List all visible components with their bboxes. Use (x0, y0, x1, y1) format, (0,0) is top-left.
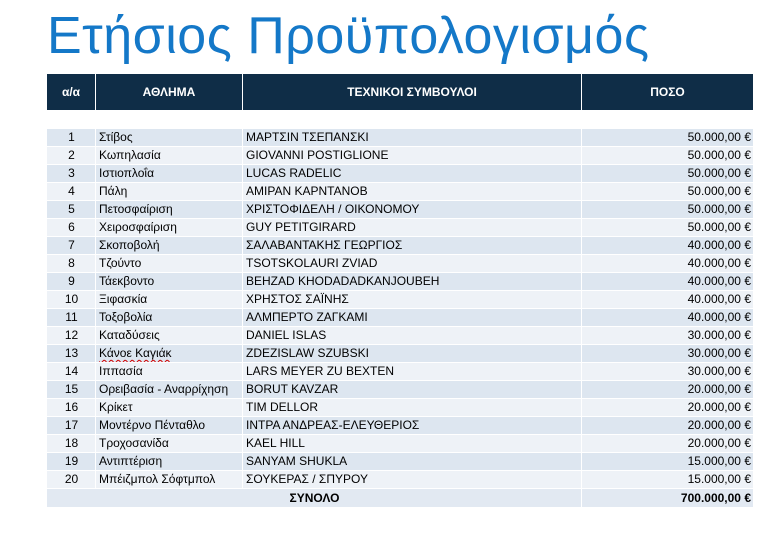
row-amount: 30.000,00 € (582, 345, 754, 363)
header-amount: ΠΟΣΟ (582, 74, 754, 111)
row-coach: BORUT KAVZAR (243, 381, 582, 399)
row-index: 10 (47, 291, 96, 309)
table-row (47, 165, 754, 183)
row-index: 4 (47, 183, 96, 201)
table-row (47, 381, 754, 399)
total-row (47, 489, 754, 508)
table-row (47, 129, 754, 147)
row-amount: 20.000,00 € (582, 381, 754, 399)
row-coach: GUY PETITGIRARD (243, 219, 582, 237)
table-header-row (47, 74, 754, 111)
table-row (47, 183, 754, 201)
row-sport: Πάλη (96, 183, 243, 201)
table-row (47, 417, 754, 435)
row-sport: Μοντέρνο Πένταθλο (96, 417, 243, 435)
table-row (47, 399, 754, 417)
row-coach: TSOTSKOLAURI ZVIAD (243, 255, 582, 273)
row-coach: GIOVANNI POSTIGLIONE (243, 147, 582, 165)
page-title: Ετήσιος Προϋπολογισμός (47, 7, 650, 65)
row-amount: 30.000,00 € (582, 327, 754, 345)
row-sport: Κωπηλασία (96, 147, 243, 165)
total-amount: 700.000,00 € (582, 489, 754, 508)
row-sport: Πετοσφαίριση (96, 201, 243, 219)
table-row (47, 291, 754, 309)
row-index: 15 (47, 381, 96, 399)
row-amount: 50.000,00 € (582, 183, 754, 201)
row-amount: 30.000,00 € (582, 363, 754, 381)
budget-table (46, 74, 754, 508)
header-sport: ΑΘΛΗΜΑ (96, 74, 243, 111)
row-amount: 20.000,00 € (582, 417, 754, 435)
table-row (47, 219, 754, 237)
row-index: 17 (47, 417, 96, 435)
row-amount: 40.000,00 € (582, 255, 754, 273)
row-coach: ΜΑΡΤΣΙΝ ΤΣΕΠΑΝΣΚΙ (243, 129, 582, 147)
row-amount: 40.000,00 € (582, 273, 754, 291)
table-row (47, 237, 754, 255)
row-sport (96, 345, 243, 363)
table-row (47, 363, 754, 381)
row-sport: Στίβος (96, 129, 243, 147)
row-coach: ΙΝΤΡΑ ΑΝΔΡΕΑΣ-ΕΛΕΥΘΕΡΙΟΣ (243, 417, 582, 435)
row-amount: 15.000,00 € (582, 453, 754, 471)
row-sport: Ιππασία (96, 363, 243, 381)
total-label: ΣΥΝΟΛΟ (47, 489, 582, 508)
table-row (47, 453, 754, 471)
row-sport: Ιστιοπλοΐα (96, 165, 243, 183)
row-amount: 20.000,00 € (582, 399, 754, 417)
row-sport: Καταδύσεις (96, 327, 243, 345)
row-index: 8 (47, 255, 96, 273)
row-coach: LUCAS RADELIC (243, 165, 582, 183)
row-coach: ΑΜΙΡΑΝ ΚΑΡΝΤΑΝΟΒ (243, 183, 582, 201)
row-sport: Κρίκετ (96, 399, 243, 417)
row-coach: BEHZAD KHODADADKANJOUBEH (243, 273, 582, 291)
table-row (47, 147, 754, 165)
row-coach: ZDEZISLAW SZUBSKI (243, 345, 582, 363)
row-sport-text: Κάνοε Καγιάκ (99, 346, 172, 360)
table-row (47, 309, 754, 327)
row-sport: Αντιπτέριση (96, 453, 243, 471)
row-sport: Ορειβασία - Αναρρίχηση (96, 381, 243, 399)
row-coach: DANIEL ISLAS (243, 327, 582, 345)
row-amount: 40.000,00 € (582, 309, 754, 327)
row-amount: 50.000,00 € (582, 165, 754, 183)
row-index: 14 (47, 363, 96, 381)
row-index: 12 (47, 327, 96, 345)
row-coach: ΧΡΙΣΤΟΦΙΔΕΛΗ / ΟΙΚΟΝΟΜΟΥ (243, 201, 582, 219)
table-row (47, 327, 754, 345)
row-coach: ΣΑΛΑΒΑΝΤΑΚΗΣ ΓΕΩΡΓΙΟΣ (243, 237, 582, 255)
row-sport: Μπέιζμπολ Σόφτμπολ (96, 471, 243, 489)
table-row (47, 255, 754, 273)
row-amount: 20.000,00 € (582, 435, 754, 453)
row-index: 16 (47, 399, 96, 417)
table-row (47, 201, 754, 219)
row-amount: 40.000,00 € (582, 237, 754, 255)
row-coach: TIM DELLOR (243, 399, 582, 417)
row-index: 13 (47, 345, 96, 363)
row-coach: ΣΟΥΚΕΡΑΣ / ΣΠΥΡΟΥ (243, 471, 582, 489)
row-amount: 15.000,00 € (582, 471, 754, 489)
table-row (47, 273, 754, 291)
table-row (47, 345, 754, 363)
row-index: 6 (47, 219, 96, 237)
table-row (47, 471, 754, 489)
row-index: 19 (47, 453, 96, 471)
row-sport: Ξιφασκία (96, 291, 243, 309)
row-coach: ΑΛΜΠΕΡΤΟ ΖΑΓΚΑΜΙ (243, 309, 582, 327)
row-index: 3 (47, 165, 96, 183)
row-amount: 40.000,00 € (582, 291, 754, 309)
row-sport: Χειροσφαίριση (96, 219, 243, 237)
row-index: 2 (47, 147, 96, 165)
row-sport: Τροχοσανίδα (96, 435, 243, 453)
row-coach: ΧΡΗΣΤΟΣ ΣΑΪΝΗΣ (243, 291, 582, 309)
row-sport: Τάεκβοντο (96, 273, 243, 291)
header-coaches: ΤΕΧΝΙΚΟΙ ΣΥΜΒΟΥΛΟΙ (243, 74, 582, 111)
row-sport: Τοξοβολία (96, 309, 243, 327)
row-index: 9 (47, 273, 96, 291)
table-row (47, 435, 754, 453)
row-index: 5 (47, 201, 96, 219)
row-coach: KAEL HILL (243, 435, 582, 453)
row-index: 11 (47, 309, 96, 327)
row-index: 20 (47, 471, 96, 489)
row-coach: LARS MEYER ZU BEXTEN (243, 363, 582, 381)
header-index: α/α (47, 74, 96, 111)
row-amount: 50.000,00 € (582, 147, 754, 165)
row-amount: 50.000,00 € (582, 201, 754, 219)
row-index: 18 (47, 435, 96, 453)
row-index: 7 (47, 237, 96, 255)
row-amount: 50.000,00 € (582, 129, 754, 147)
row-amount: 50.000,00 € (582, 219, 754, 237)
row-sport: Σκοποβολή (96, 237, 243, 255)
row-index: 1 (47, 129, 96, 147)
row-sport: Τζούντο (96, 255, 243, 273)
row-coach: SANYAM SHUKLA (243, 453, 582, 471)
